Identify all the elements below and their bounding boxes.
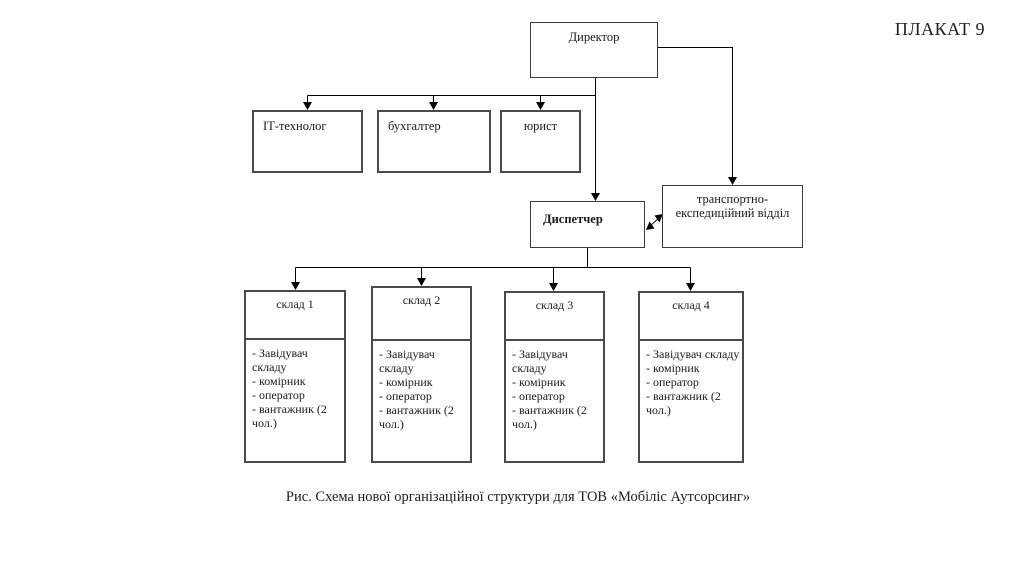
figure-caption: Рис. Схема нової організаційної структури для ТОВ «Мобіліс Аутсорсинг»: [285, 489, 751, 505]
arrow-dispatcher-icon: [591, 193, 600, 201]
accountant-label: бухгалтер: [388, 119, 441, 133]
staff-line: - комірник: [512, 375, 566, 389]
warehouse-4-box: [638, 291, 744, 463]
arrow-wh2-icon: [417, 278, 426, 286]
warehouse-1-box: [244, 290, 346, 463]
line-director-transport: [658, 48, 733, 178]
warehouse-2-staff-list: [373, 339, 470, 431]
arrow-transport-icon: [728, 177, 737, 185]
arrow-wh3-icon: [549, 283, 558, 291]
lawyer-box: [500, 110, 581, 173]
staff-line: - Завідувач складу: [512, 347, 568, 375]
warehouse-1-staff-list: [246, 338, 344, 430]
dispatcher-box: [530, 201, 645, 248]
warehouse-2-box: [371, 286, 472, 463]
line-dispatcher-transport: [650, 218, 659, 226]
warehouse-4-staff-list: [640, 339, 742, 417]
staff-line: - оператор: [646, 375, 699, 389]
staff-line: - Завідувач складу: [252, 346, 308, 374]
warehouse-1-title: склад 1: [276, 297, 314, 311]
arrow-to-dispatcher-icon: [646, 222, 655, 231]
accountant-box: [377, 110, 491, 173]
staff-line: - вантажник (2 чол.): [379, 403, 454, 431]
warehouse-3-staff-list: [506, 339, 603, 431]
staff-line: - комірник: [252, 374, 306, 388]
it-technologist-box: [252, 110, 363, 173]
transport-department-label: транспортно-експедиційний відділ: [675, 192, 790, 221]
arrow-wh1-icon: [291, 282, 300, 290]
dispatcher-label: Диспетчер: [543, 212, 603, 226]
arrow-it-icon: [303, 102, 312, 110]
staff-line: - вантажник (2 чол.): [252, 402, 327, 430]
director-label: Директор: [568, 30, 620, 44]
it-technologist-label: ІТ-технолог: [263, 119, 327, 133]
warehouse-3-box: [504, 291, 605, 463]
arrow-lawyer-icon: [536, 102, 545, 110]
lawyer-label: юрист: [523, 119, 558, 133]
staff-line: - оператор: [379, 389, 432, 403]
warehouse-3-title: склад 3: [535, 298, 574, 312]
warehouse-4-title: склад 4: [672, 298, 710, 312]
staff-line: - Завідувач складу: [646, 347, 740, 361]
director-box: [530, 22, 658, 78]
poster-label: ПЛАКАТ 9: [894, 19, 985, 39]
staff-line: - комірник: [379, 375, 433, 389]
staff-line: - вантажник (2 чол.): [646, 389, 721, 417]
transport-department-box: [662, 185, 803, 248]
arrow-wh4-icon: [686, 283, 695, 291]
arrow-accountant-icon: [429, 102, 438, 110]
warehouse-2-title: склад 2: [402, 293, 441, 307]
staff-line: - оператор: [252, 388, 305, 402]
staff-line: - Завідувач складу: [379, 347, 435, 375]
staff-line: - оператор: [512, 389, 565, 403]
staff-line: - вантажник (2 чол.): [512, 403, 587, 431]
staff-line: - комірник: [646, 361, 700, 375]
